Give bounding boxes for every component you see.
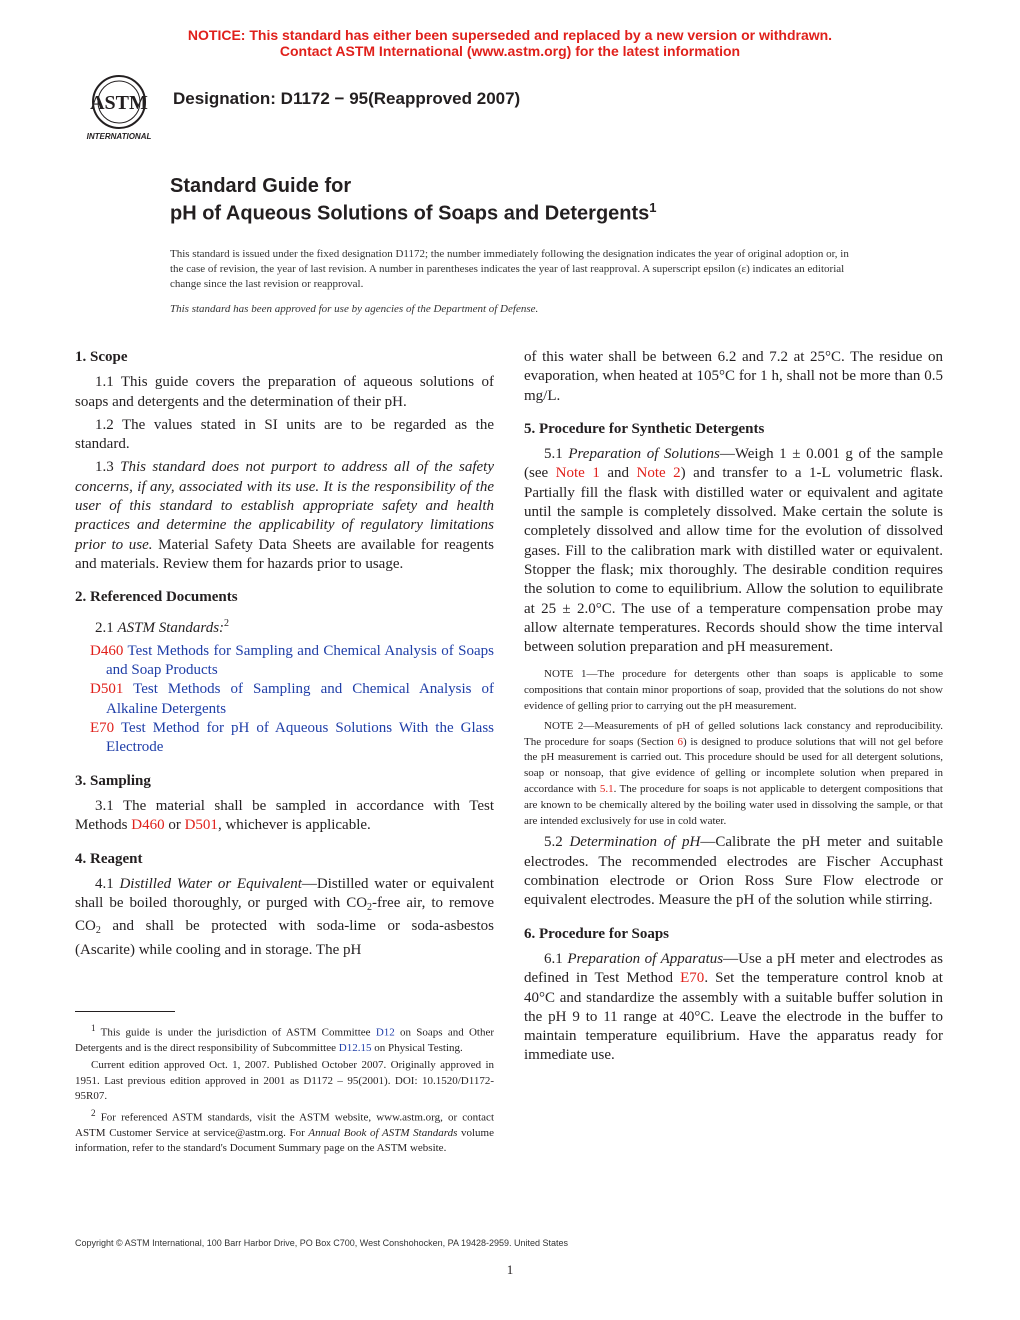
para-5-2: 5.2 Determination of pH—Calibrate the pH meter and suitable electrodes. The recommended electrodes are Fischer Accuphast combination electrode or Orion Ross Sure Flow electrode or equivalent electrodes. Measure the pH of the solution while stirring. xyxy=(524,834,944,909)
link-d12[interactable]: D12 xyxy=(375,1026,395,1039)
para-2-1: 2.1 ASTM Standards:$^2$ xyxy=(95,617,230,636)
footnote-1-edition: Current edition approved Oct. 1, 2007. Published October 2007. Originally approved in 1951. Last previous edition approved in 2001 as D1172 – 95(2001). DOI: 10.1520/D1172-95R07. xyxy=(75,1059,494,1102)
para-5-1: 5.1 Preparation of Solutions—Weigh 1 ± 0.001 g of the sample (see Note 1 and Note 2) and transfer to a 1-L volumetric flask. Partially fill the flask with distilled water or equivalent and agitate until the sample is completely dissolved. Make certain the solute is completely dissolved and allow time for the evolution of dissolved gases. Fill to the calibration mark with distilled water or equivalent. Stopper the flask; mix thoroughly. The desirable condition requires the solution to come to equilibrium. Allow the solution to equilibrate at 25 ± 2.0°C. The use of a temperature compensation probe may allow alternate temperatures. Records should show the time interval between solution preparation and pH measurement. xyxy=(524,446,944,656)
para-1-1: 1.1 This guide covers the preparation of aqueous solutions of soaps and detergents and the determination of their pH. xyxy=(75,374,494,410)
link-d460[interactable]: D460 xyxy=(131,817,165,834)
astm-logo xyxy=(74,72,164,142)
link-e70[interactable]: E70 xyxy=(680,970,705,987)
note-1: NOTE 1—The procedure for detergents other than soaps is applicable to some compositions that contain minor proportions of soap, provided that the solutions do not show evidence of gelling prior to carrying out the pH measurement. xyxy=(524,668,943,713)
preamble-dod: This standard has been approved for use by agencies of the Department of Defense. xyxy=(170,303,539,315)
ref-e70-link[interactable]: E70 xyxy=(90,720,115,737)
logo-text: ASTM xyxy=(90,92,148,114)
left-column xyxy=(75,348,494,964)
designation: Designation: D1172 − 95(Reapproved 2007) xyxy=(173,89,521,108)
title-line-1: Standard Guide for xyxy=(170,175,352,197)
link-d501[interactable]: D501 xyxy=(184,817,218,834)
section-2-heading: 2. Referenced Documents xyxy=(75,589,238,606)
footnote-rule xyxy=(75,1011,175,1012)
link-note-1[interactable]: Note 1 xyxy=(555,465,600,482)
section-6-heading: 6. Procedure for Soaps xyxy=(524,925,669,942)
notice-line-2: Contact ASTM International (www.astm.org) for the latest information xyxy=(279,43,741,59)
section-1-heading: 1. Scope xyxy=(75,349,128,365)
footnotes xyxy=(75,1021,494,1159)
page-number: 1 xyxy=(506,1262,514,1277)
footnote-2: $^2$ For referenced ASTM standards, visit the ASTM website, www.astm.org, or contact ASTM Customer Service at service@astm.org. For Annual Book of ASTM Standards volume information, refer to the standard's Document Summary page on the ASTM website. xyxy=(75,1108,494,1155)
ref-d460-link[interactable]: D460 xyxy=(90,642,124,659)
para-3-1: 3.1 The material shall be sampled in accordance with Test Methods D460 or D501, whichever is applicable. xyxy=(75,797,494,834)
title-line-2 xyxy=(170,200,657,226)
copyright: Copyright © ASTM International, 100 Barr Harbor Drive, PO Box C700, West Conshohocken, PA 19428-2959. United States xyxy=(75,1238,569,1248)
link-d12-15[interactable]: D12.15 xyxy=(338,1041,372,1054)
section-3-heading: 3. Sampling xyxy=(75,772,151,789)
para-6-1: 6.1 Preparation of Apparatus—Use a pH meter and electrodes as defined in Test Method E70. Set the temperature control knob at 40°C and standardize the assembly with a suitable buffer solution in the pH 9 to 11 range at 40°C. Leave the electrode in the buffer to maintain temperature equilibrium. Have the apparatus ready for immediate use. xyxy=(524,950,943,1064)
footnote-1: $^1$ This guide is under the jurisdiction of ASTM Committee D12 on Soaps and Other Detergents and is the direct responsibility of Subcommittee D12.15 on Physical Testing. xyxy=(75,1023,494,1054)
note-2: NOTE 2—Measurements of pH of gelled solutions lack constancy and reproducibility. The procedure for soaps (Section 6) is designed to produce solutions that will not gel before the pH measurement is carried out. This procedure should be used for all detergent solutions, soap or nonsoap, that give evidence of gelling or incomplete solution when prepared in accordance with 5.1. The procedure for soaps is not applicable to detergent compositions that are known to be chemically altered by the boiling water used in dissolving the sample, or that are intended exclusively for use in cold water. xyxy=(524,719,943,827)
ref-d501-link[interactable]: D501 xyxy=(90,681,124,698)
link-section-6[interactable]: 6 xyxy=(677,735,683,748)
ref-e70: E70 Test Method for pH of Aqueous Solutions With the Glass Electrode xyxy=(90,720,494,756)
notice-line-1: NOTICE: This standard has either been superseded and replaced by a new version or withdrawn. xyxy=(187,27,833,43)
ref-d460: D460 Test Methods for Sampling and Chemical Analysis of Soaps and Soap Products xyxy=(90,642,494,679)
para-4-1-cont: of this water shall be between 6.2 and 7.2 at 25°C. The residue on evaporation, when heated at 105°C for 1 h, shall not be more than 0.5 mg/L. xyxy=(524,349,943,404)
para-4-1: 4.1 Distilled Water or Equivalent—Distilled water or equivalent shall be boiled thoroughly, or purged with $CO_2$-free air, to remove $CO_2$ and shall be protected with soda-lime or soda-asbestos (Ascarite) while cooling and in storage. The pH xyxy=(75,875,494,958)
right-column xyxy=(524,348,943,1070)
para-1-3: 1.3 This standard does not purport to address all of the safety concerns, if any, associated with its use. It is the responsibility of the user of this standard to establish appropriate safety and health practices and determine the applicability of regulatory limitations prior to use. Material Safety Data Sheets are available for reagents and materials. Review them for hazards prior to usage. xyxy=(75,459,495,572)
para-1-2: 1.2 The values stated in SI units are to be regarded as the standard. xyxy=(75,416,494,453)
logo-subtitle: INTERNATIONAL xyxy=(86,132,152,141)
link-5-1[interactable]: 5.1 xyxy=(599,783,614,796)
title-text: pH of Aqueous Solutions of Soaps and Detergents xyxy=(170,202,650,225)
section-4-heading: 4. Reagent xyxy=(75,850,143,867)
ref-d501: D501 Test Methods of Sampling and Chemical Analysis of Alkaline Detergents xyxy=(90,681,494,717)
section-5-heading: 5. Procedure for Synthetic Detergents xyxy=(524,420,765,437)
preamble-issuance: This standard is issued under the fixed designation D1172; the number immediately following the designation indicates the year of original adoption or, in the case of revision, the year of last revision. A number in parentheses indicates the year of last reapproval. A superscript epsilon (ε) indicates an editorial change since the last revision or reapproval. xyxy=(170,248,849,290)
title-footnote-mark: 1 xyxy=(649,200,657,215)
link-note-2[interactable]: Note 2 xyxy=(636,465,681,482)
